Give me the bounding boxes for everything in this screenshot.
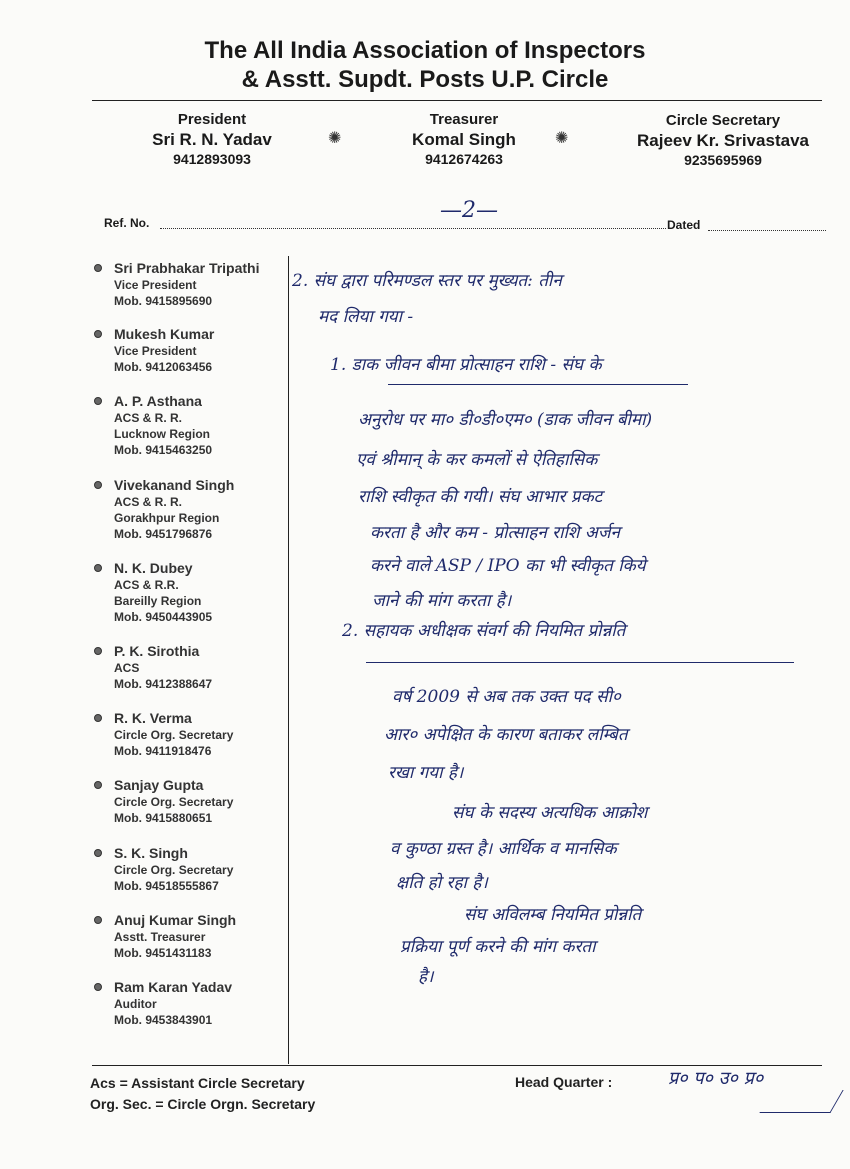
member-name: Anuj Kumar Singh [114, 912, 237, 928]
flower-ornament-icon: ✺ [555, 130, 569, 147]
handwritten-line: संघ के सदस्य अत्यधिक आक्रोश [452, 803, 648, 823]
member-detail: Mob. 9415895690 [114, 294, 213, 308]
member-entry [94, 560, 284, 625]
member-name: Mukesh Kumar [114, 326, 215, 342]
member-entry [94, 710, 284, 759]
member-entry [94, 477, 284, 542]
handwritten-underline [366, 662, 794, 663]
member-entry [94, 845, 284, 894]
ref-no-label: Ref. No. [104, 216, 150, 230]
handwritten-line: जाने की मांग करता है। [372, 591, 512, 611]
member-detail: Mob. 9415463250 [114, 443, 213, 457]
handwritten-line: व कुण्ठा ग्रस्त है। आर्थिक व मानसिक [390, 839, 617, 859]
bullet-icon [94, 481, 102, 489]
officer-name: Sri R. N. Yadav [152, 130, 272, 149]
member-detail: Mob. 9450443905 [114, 610, 213, 624]
bullet-icon [94, 781, 102, 789]
page-number-handwritten: —2— [440, 198, 498, 223]
member-detail: Vice President [114, 278, 197, 292]
member-name: P. K. Sirothia [114, 643, 200, 659]
handwritten-line: है। [418, 967, 434, 987]
bullet-icon [94, 564, 102, 572]
handwritten-line: वर्ष 2009 से अब तक उक्त पद सी० [392, 687, 621, 707]
head-quarter-label: Head Quarter : [515, 1074, 613, 1090]
org-sec-abbreviation-note: Org. Sec. = Circle Orgn. Secretary [90, 1096, 316, 1112]
member-detail: Mob. 9412388647 [114, 677, 213, 691]
officer-phone: 9412674263 [425, 151, 503, 167]
member-name: S. K. Singh [114, 845, 188, 861]
officer-circle-secretary [608, 112, 838, 169]
handwritten-line: प्रक्रिया पूर्ण करने की मांग करता [400, 937, 596, 957]
ref-no-dotted-line [160, 228, 666, 229]
member-name: Vivekanand Singh [114, 477, 235, 493]
bullet-icon [94, 849, 102, 857]
member-name: R. K. Verma [114, 710, 192, 726]
member-detail: Circle Org. Secretary [114, 795, 234, 809]
bullet-icon [94, 916, 102, 924]
officer-name: Rajeev Kr. Srivastava [636, 131, 809, 150]
member-detail: Circle Org. Secretary [114, 728, 234, 742]
bullet-icon [94, 714, 102, 722]
handwritten-line: मद लिया गया - [318, 307, 414, 327]
handwritten-line: अनुरोध पर मा० डी०डी०एम० (डाक जीवन बीमा) [358, 410, 653, 430]
sidebar-divider [288, 256, 289, 1064]
member-name: Ram Karan Yadav [114, 979, 233, 995]
member-detail: Gorakhpur Region [114, 511, 220, 525]
handwritten-underline [388, 384, 688, 385]
bullet-icon [94, 330, 102, 338]
bullet-icon [94, 647, 102, 655]
member-detail: Lucknow Region [114, 427, 210, 441]
member-detail: Mob. 9453843901 [114, 1013, 213, 1027]
member-detail: Mob. 9451431183 [114, 946, 212, 960]
member-entry [94, 326, 284, 375]
bullet-icon [94, 397, 102, 405]
handwritten-line: संघ अविलम्ब नियमित प्रोन्नति [464, 905, 642, 925]
handwritten-line: 2. संघ द्वारा परिमण्डल स्तर पर मुख्यत: तीन [292, 271, 562, 291]
member-name: A. P. Asthana [114, 393, 202, 409]
member-detail: Auditor [114, 997, 157, 1011]
officer-role: President [177, 111, 247, 128]
dated-dotted-line [708, 230, 826, 231]
officer-president [102, 111, 322, 168]
member-detail: Mob. 9451796876 [114, 527, 213, 541]
member-entry [94, 260, 284, 309]
flower-ornament-icon: ✺ [328, 130, 342, 147]
member-entry [94, 912, 284, 961]
officer-role: Treasurer [429, 111, 499, 128]
handwritten-line: आर० अपेक्षित के कारण बताकर लम्बित [384, 725, 628, 745]
member-entry [94, 777, 284, 826]
member-detail: Mob. 9415880651 [114, 811, 213, 825]
head-quarter-handwritten: प्र० प० उ० प्र० [668, 1068, 764, 1089]
member-detail: ACS & R. R. [114, 495, 183, 509]
member-name: Sri Prabhakar Tripathi [114, 260, 260, 276]
handwritten-line: करता है और कम - प्रोत्साहन राशि अर्जन [370, 523, 620, 543]
bullet-icon [94, 983, 102, 991]
header-rule [92, 100, 822, 101]
handwritten-line: एवं श्रीमान् के कर कमलों से ऐतिहासिक [356, 450, 598, 470]
handwritten-line: राशि स्वीकृत की गयी। संघ आभार प्रकट [358, 487, 603, 507]
officer-role: Circle Secretary [665, 112, 781, 129]
handwritten-line: रखा गया है। [388, 763, 464, 783]
officer-phone: 9235695969 [684, 152, 762, 168]
member-entry [94, 979, 284, 1028]
handwritten-line: क्षति हो रहा है। [396, 873, 488, 893]
member-detail: Vice President [114, 344, 197, 358]
member-detail: Bareilly Region [114, 594, 202, 608]
handwritten-line: 1. डाक जीवन बीमा प्रोत्साहन राशि - संघ के [330, 355, 602, 375]
member-name: N. K. Dubey [114, 560, 193, 576]
member-entry [94, 643, 284, 692]
dated-label: Dated [667, 218, 701, 232]
member-entry [94, 393, 284, 458]
member-detail: Circle Org. Secretary [114, 863, 234, 877]
association-title-line2: & Asstt. Supdt. Posts U.P. Circle [241, 66, 609, 93]
signature-stroke [759, 1090, 843, 1113]
member-name: Sanjay Gupta [114, 777, 204, 793]
member-detail: ACS & R. R. [114, 411, 183, 425]
bullet-icon [94, 264, 102, 272]
member-detail: Asstt. Treasurer [114, 930, 206, 944]
handwritten-line: 2. सहायक अधीक्षक संवर्ग की नियमित प्रोन्नति [342, 621, 626, 641]
member-detail: ACS [114, 661, 140, 675]
officer-treasurer [354, 111, 574, 168]
member-detail: Mob. 9411918476 [114, 744, 212, 758]
member-detail: Mob. 94518555867 [114, 879, 219, 893]
member-detail: Mob. 9412063456 [114, 360, 213, 374]
acs-abbreviation-note: Acs = Assistant Circle Secretary [90, 1075, 305, 1091]
association-title-line1: The All India Association of Inspectors [204, 37, 646, 64]
handwritten-line: करने वाले ASP / IPO का भी स्वीकृत किये [370, 556, 646, 576]
officer-phone: 9412893093 [173, 151, 251, 167]
officer-name: Komal Singh [412, 130, 516, 149]
member-detail: ACS & R.R. [114, 578, 179, 592]
